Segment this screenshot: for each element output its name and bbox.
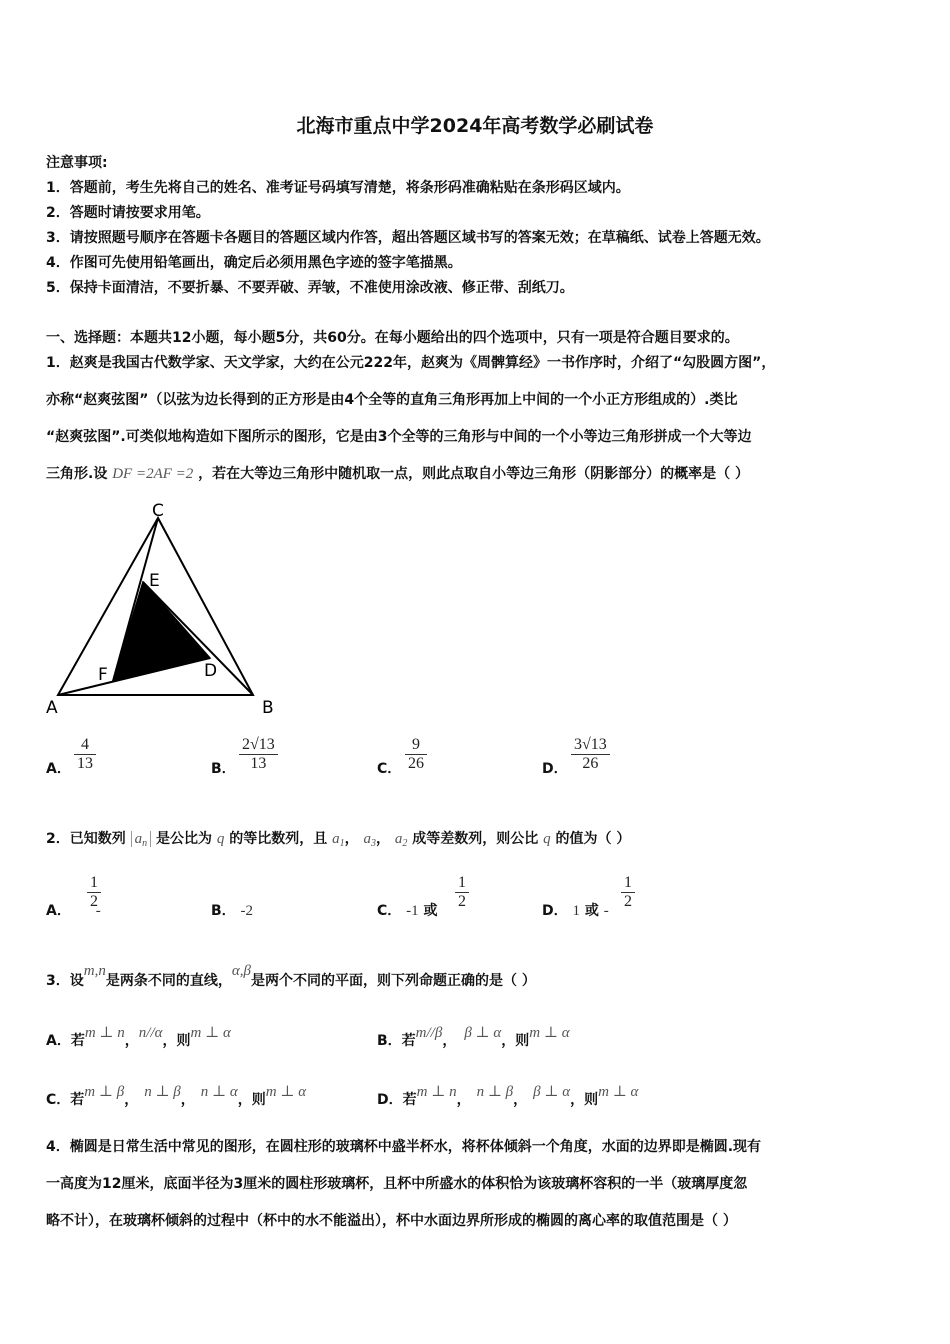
q2-sequence-math: $a_n$	[131, 831, 152, 847]
q2-option-a-fraction[interactable]: $\frac{1}{2}$	[87, 874, 101, 911]
section-heading: 一、选择题：本题共12小题，每小题5分，共60分。在每小题给出的四个选项中，只有一项是符合题目要求的。	[46, 330, 739, 346]
q1-option-a-label[interactable]: A．	[46, 761, 71, 777]
q2-option-c-fraction[interactable]: $\frac{1}{2}$	[455, 874, 469, 911]
q2-option-c[interactable]: C． -1 或	[377, 903, 438, 919]
q1-line-3: “赵爽弦图”.可类似地构造如下图所示的图形，它是由3个全等的三角形与中间的一个小等边三角形拼成一个大等边	[46, 429, 752, 445]
notice-item-1: 1．答题前，考生先将自己的姓名、准考证号码填写清楚，将条形码准确粘贴在条形码区域内。	[46, 180, 630, 196]
label-d: D	[204, 661, 218, 681]
q2-option-b[interactable]: B． -2	[211, 903, 254, 919]
q3-option-d[interactable]: D．若m ⊥ n， n ⊥ β， β ⊥ α，则m ⊥ α	[377, 1084, 639, 1108]
notice-item-3: 3．请按照题号顺序在答题卡各题目的答题区域内作答，超出答题区域书写的答案无效；在草稿纸、试卷上答题无效。	[46, 230, 770, 246]
q3-option-b[interactable]: B．若m//β， β ⊥ α，则m ⊥ α	[377, 1025, 570, 1049]
label-f: F	[98, 665, 108, 685]
label-e: E	[149, 571, 160, 591]
q4-line-2: 一高度为12厘米，底面半径为3厘米的圆柱形玻璃杯，且杯中所盛水的体积恰为该玻璃杯容积的一半（玻璃厚度忽	[46, 1176, 748, 1192]
q2-option-a[interactable]: A． -	[46, 903, 101, 919]
q1-line-2: 亦称“赵爽弦图”（以弦为边长得到的正方形是由4个全等的直角三角形再加上中间的一个小正方形组成的）.类比	[46, 392, 738, 408]
q4-line-1: 4．椭圆是日常生活中常见的图形，在圆柱形的玻璃杯中盛半杯水，将杯体倾斜一个角度，水面的边界即是椭圆.现有	[46, 1139, 762, 1155]
notice-item-5: 5．保持卡面清洁，不要折暴、不要弄破、弄皱，不准使用涂改液、修正带、刮纸刀。	[46, 280, 574, 296]
notice-item-4: 4．作图可先使用铅笔画出，确定后必须用黑色字迹的签字笔描黑。	[46, 255, 462, 271]
q1-triangle-figure	[40, 496, 290, 721]
q1-option-b-label[interactable]: B．	[211, 761, 236, 777]
q2-option-d[interactable]: D． 1 或 -	[542, 903, 609, 919]
notice-item-2: 2．答题时请按要求用笔。	[46, 205, 210, 221]
q2-stem: 2．已知数列 $a_n$ 是公比为 q 的等比数列，且 $a_1$， $a_3$， $a_2$ 成等差数列，则公比 q 的值为（ ）	[46, 831, 631, 849]
q1-line-4	[46, 463, 749, 483]
page-title: 北海市重点中学2024年高考数学必刷试卷	[296, 115, 654, 137]
q3-planes-math: α,β	[231, 963, 251, 979]
q1-condition-math: DF =2AF =2	[112, 466, 194, 482]
q1-option-a-value[interactable]: $\frac{4}{13}$	[74, 736, 96, 773]
q3-option-c[interactable]: C．若m ⊥ β， n ⊥ β， n ⊥ α，则m ⊥ α	[46, 1084, 307, 1108]
q1-line-4-start: 三角形.设	[46, 466, 108, 482]
q1-option-d-label[interactable]: D．	[542, 761, 568, 777]
label-a: A	[46, 698, 58, 718]
notice-heading: 注意事项:	[46, 155, 108, 171]
q1-line-1: 1．赵爽是我国古代数学家、天文学家，大约在公元222年，赵爽为《周髀算经》一书作序时，介绍了“勾股圆方图”，	[46, 355, 776, 371]
label-b: B	[262, 698, 274, 718]
q3-option-a[interactable]: A．若m ⊥ n，n//α，则m ⊥ α	[46, 1025, 231, 1049]
q4-line-3: 略不计），在玻璃杯倾斜的过程中（杯中的水不能溢出），杯中水面边界所形成的椭圆的离心率的取值范围是（ ）	[46, 1213, 737, 1229]
q3-lines-math: m,n	[83, 963, 106, 979]
q1-line-4-end: ，若在大等边三角形中随机取一点，则此点取自小等边三角形（阴影部分）的概率是（ ）	[198, 466, 750, 482]
q2-option-d-fraction[interactable]: $\frac{1}{2}$	[621, 874, 635, 911]
q2-a1-math: $a_1$	[332, 831, 345, 849]
q1-option-c-value[interactable]: $\frac{9}{26}$	[405, 736, 427, 773]
q3-stem: 3．设m,n是两条不同的直线，α,β是两个不同的平面，则下列命题正确的是（ ）	[46, 963, 536, 989]
label-c: C	[152, 501, 164, 521]
q2-a3-math: $a_3$	[363, 831, 376, 849]
q1-option-c-label[interactable]: C．	[377, 761, 402, 777]
q2-a2-math: $a_2$	[394, 831, 408, 849]
q1-option-b-value[interactable]: $\frac{2√13}{13}$	[239, 736, 278, 773]
q1-option-d-value[interactable]: $\frac{3√13}{26}$	[571, 736, 610, 773]
